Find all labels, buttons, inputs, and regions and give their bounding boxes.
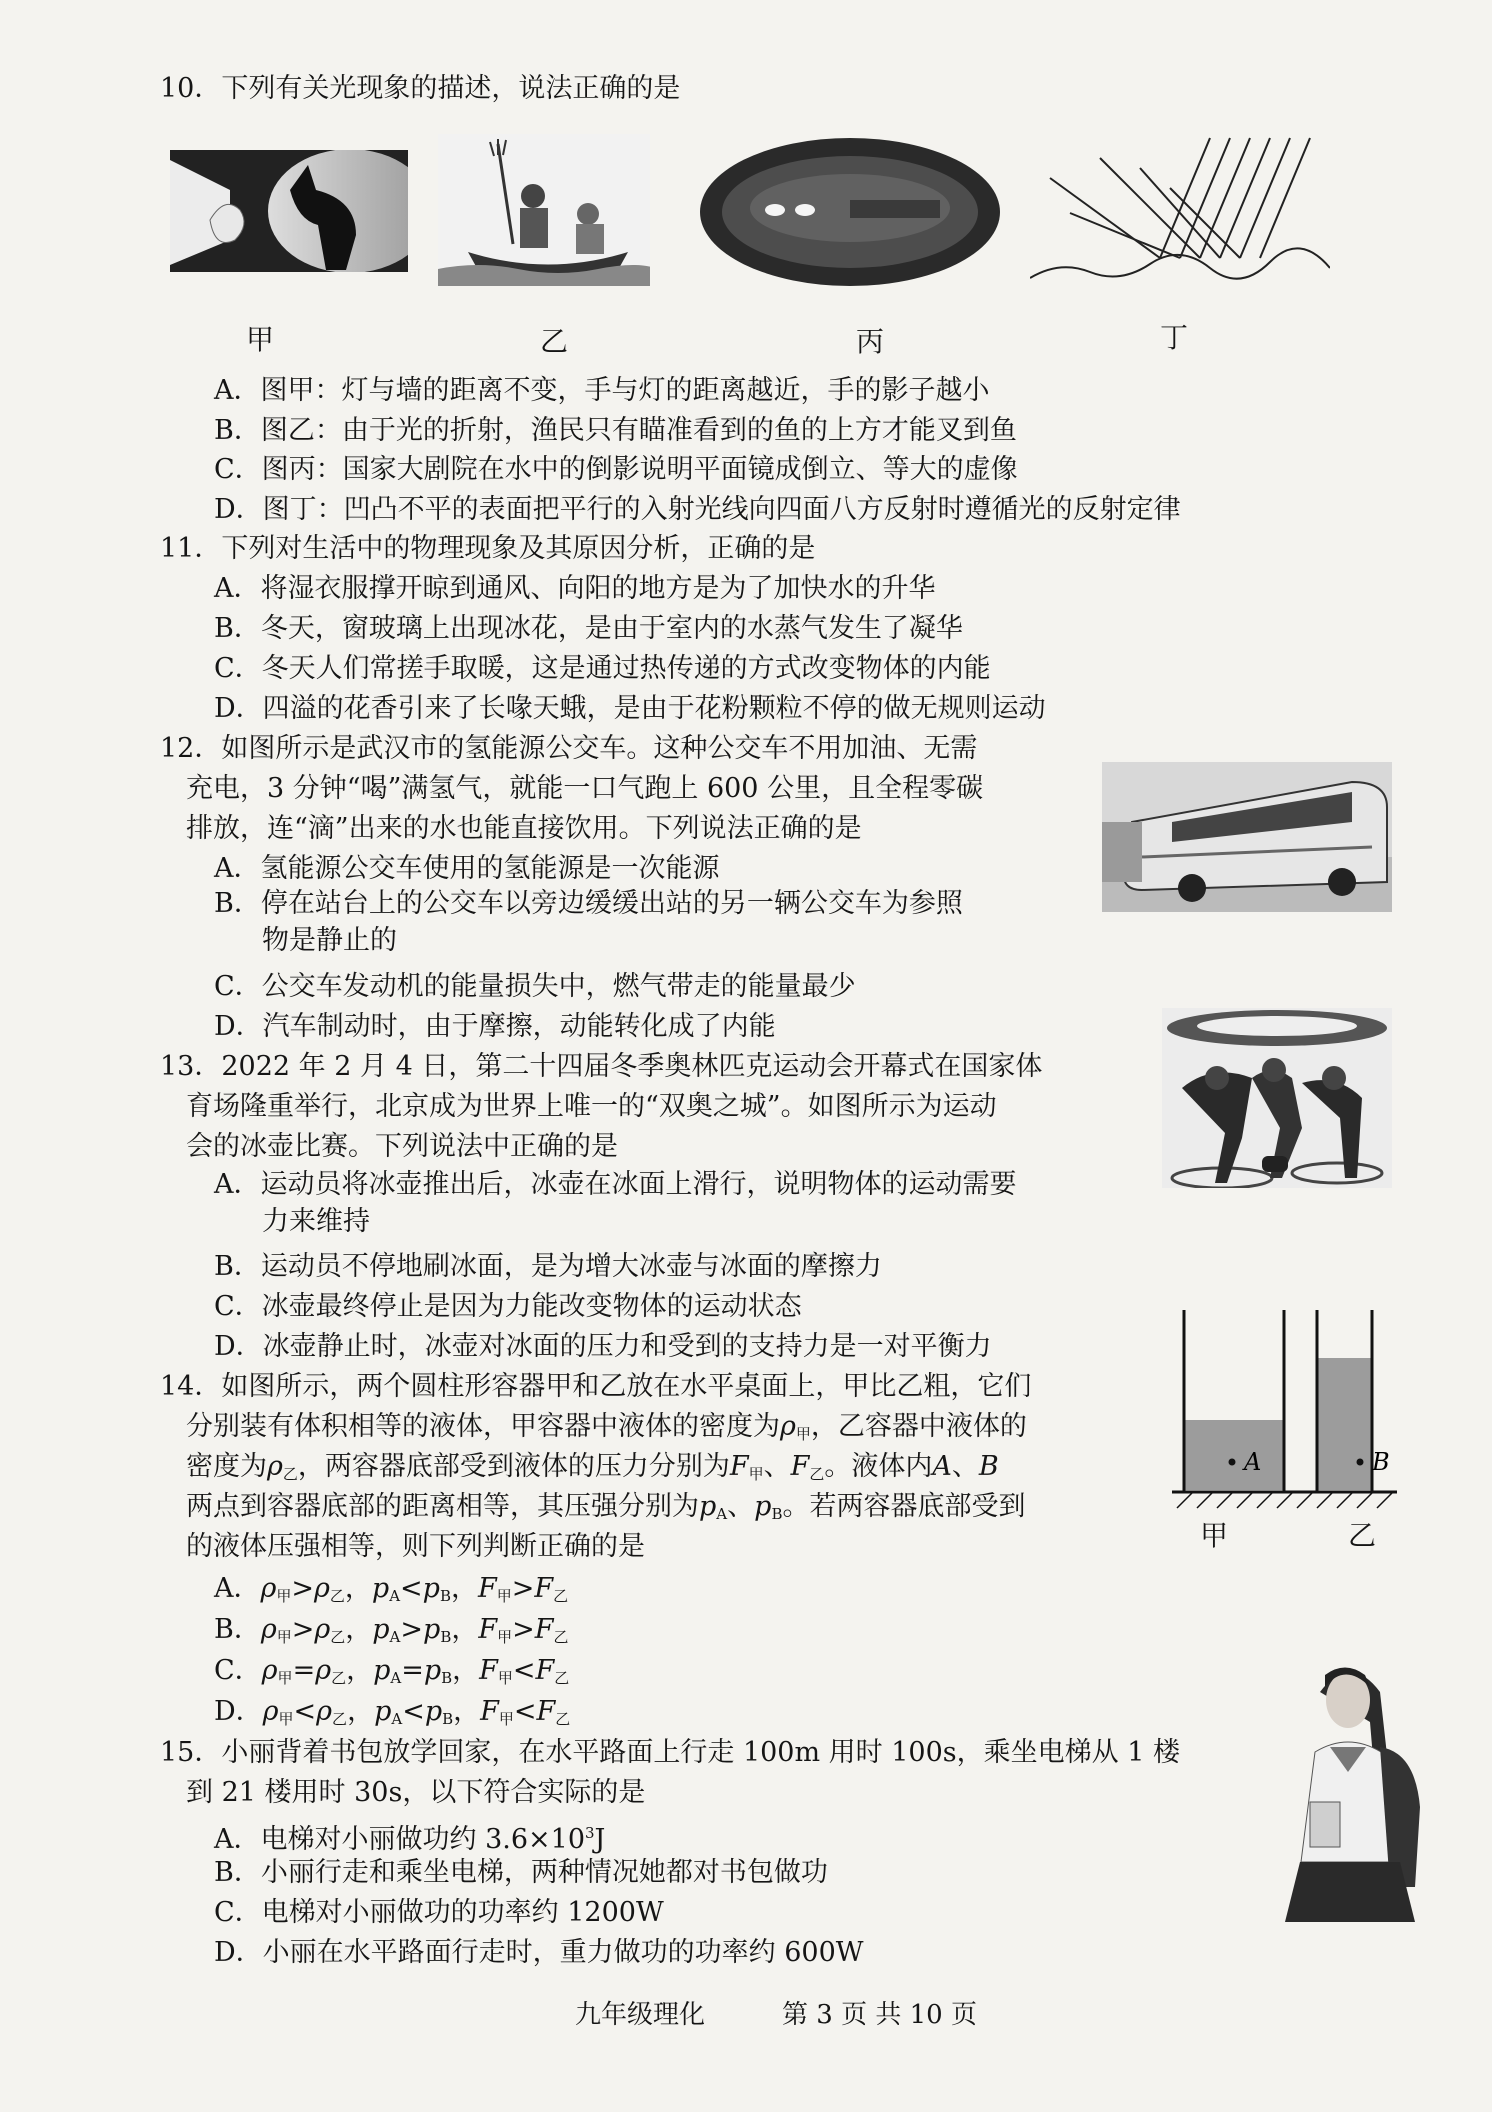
footer-subject: 九年级理化 [575,2000,706,2030]
q14-stem-line: 密度为$\rho_乙$，两容器底部受到液体的压力分别为$F_甲$、$F_乙$。液体内A、B [186,1451,999,1483]
q13-option-b: B．运动员不停地刷冰面，是为增大冰壶与冰面的摩擦力 [214,1251,882,1282]
figure-label-ding: 丁 [1160,321,1189,354]
hydrogen-bus-figure [1102,762,1392,912]
q14-option-d: D．$\rho_甲<\rho_乙$，$p_A<p_B$，$F_甲<F_乙$ [214,1696,571,1728]
q15-option-d: D．小丽在水平路面行走时，重力做功的功率约 600W [214,1937,864,1968]
container-label-yi: 乙 [1348,1519,1377,1552]
shadow-puppet-figure [170,150,408,272]
schoolgirl-figure [1270,1652,1430,1952]
curling-figure [1162,1008,1392,1188]
q13-stem-line: 13．2022 年 2 月 4 日，第二十四届冬季奥林匹克运动会开幕式在国家体 [160,1051,1043,1082]
q15-option-c: C．电梯对小丽做功的功率约 1200W [214,1897,664,1928]
q12-option-d: D．汽车制动时，由于摩擦，动能转化成了内能 [214,1011,776,1042]
q14-stem-line: 的液体压强相等，则下列判断正确的是 [186,1531,645,1562]
q13-option-d: D．冰壶静止时，冰壶对冰面的压力和受到的支持力是一对平衡力 [214,1331,992,1362]
figure-label-yi: 乙 [540,325,569,358]
containers-figure [1172,1310,1404,1510]
q12-stem-line: 排放，连“滴”出来的水也能直接饮用。下列说法正确的是 [186,813,862,844]
footer-page-number: 第 3 页 共 10 页 [782,2000,977,2030]
q12-option-b: B．停在站台上的公交车以旁边缓缓出站的另一辆公交车为参照 [214,888,963,919]
q12-option-a: A．氢能源公交车使用的氢能源是一次能源 [214,853,720,884]
q15-stem-line: 15．小丽背着书包放学回家，在水平路面上行走 100m 用时 100s，乘坐电梯从 1 楼 [160,1737,1180,1768]
diffuse-reflection-figure [1030,118,1330,288]
q14-stem-line: 两点到容器底部的距离相等，其压强分别为$p_A$、$p_B$。若两容器底部受到 [186,1491,1026,1523]
q13-option-a: A．运动员将冰壶推出后，冰壶在冰面上滑行，说明物体的运动需要 [214,1169,1017,1200]
q15-stem-line: 到 21 楼用时 30s，以下符合实际的是 [186,1777,646,1808]
q14-option-c: C．$\rho_甲=\rho_乙$，$p_A=p_B$，$F_甲<F_乙$ [214,1655,570,1687]
q10-option-d: D．图丁：凹凸不平的表面把平行的入射光线向四面八方反射时遵循光的反射定律 [214,494,1181,525]
q13-stem-line: 育场隆重举行，北京成为世界上唯一的“双奥之城”。如图所示为运动 [186,1091,997,1122]
q11-option-a: A．将湿衣服撑开晾到通风、向阳的地方是为了加快水的升华 [214,573,936,604]
q15-option-a: A．电梯对小丽做功约 $3.6\times 10^3J$ [214,1824,606,1855]
point-label-b: B [1372,1448,1390,1476]
figure-label-jia: 甲 [246,323,275,356]
q11-option-b: B．冬天，窗玻璃上出现冰花，是由于室内的水蒸气发生了凝华 [214,613,963,644]
q12-stem-line: 充电，3 分钟“喝”满氢气，就能一口气跑上 600 公里，且全程零碳 [186,773,984,804]
point-label-a: A [1244,1448,1262,1476]
fishermen-figure [438,134,650,286]
q13-stem-line: 会的冰壶比赛。下列说法中正确的是 [186,1131,618,1162]
q14-stem-line: 分别装有体积相等的液体，甲容器中液体的密度为$\rho_甲$，乙容器中液体的 [186,1411,1027,1443]
q15-option-b: B．小丽行走和乘坐电梯，两种情况她都对书包做功 [214,1857,828,1888]
q12-option-b-cont: 物是静止的 [262,925,397,956]
q14-option-b: B．$\rho_甲>\rho_乙$，$p_A>p_B$，$F_甲>F_乙$ [214,1614,569,1646]
q13-option-c: C．冰壶最终停止是因为力能改变物体的运动状态 [214,1291,802,1322]
q12-option-c: C．公交车发动机的能量损失中，燃气带走的能量最少 [214,971,856,1002]
grand-theatre-figure [700,138,1000,286]
q14-stem-line: 14．如图所示，两个圆柱形容器甲和乙放在水平桌面上，甲比乙粗，它们 [160,1371,1032,1402]
q10-stem: 10．下列有关光现象的描述，说法正确的是 [160,73,681,104]
container-label-jia: 甲 [1200,1519,1229,1552]
q11-option-d: D．四溢的花香引来了长喙天蛾，是由于花粉颗粒不停的做无规则运动 [214,693,1046,724]
q10-option-a: A．图甲：灯与墙的距离不变，手与灯的距离越近，手的影子越小 [214,375,990,406]
q14-option-a: A．$\rho_甲>\rho_乙$，$p_A<p_B$，$F_甲>F_乙$ [214,1573,569,1605]
q13-option-a-cont: 力来维持 [262,1206,370,1237]
q11-stem: 11．下列对生活中的物理现象及其原因分析，正确的是 [160,533,816,564]
figure-label-bing: 丙 [856,325,885,358]
q12-stem-line: 12．如图所示是武汉市的氢能源公交车。这种公交车不用加油、无需 [160,733,978,764]
q11-option-c: C．冬天人们常搓手取暖，这是通过热传递的方式改变物体的内能 [214,653,991,684]
q10-option-c: C．图丙：国家大剧院在水中的倒影说明平面镜成倒立、等大的虚像 [214,454,1018,485]
q10-option-b: B．图乙：由于光的折射，渔民只有瞄准看到的鱼的上方才能叉到鱼 [214,415,1017,446]
